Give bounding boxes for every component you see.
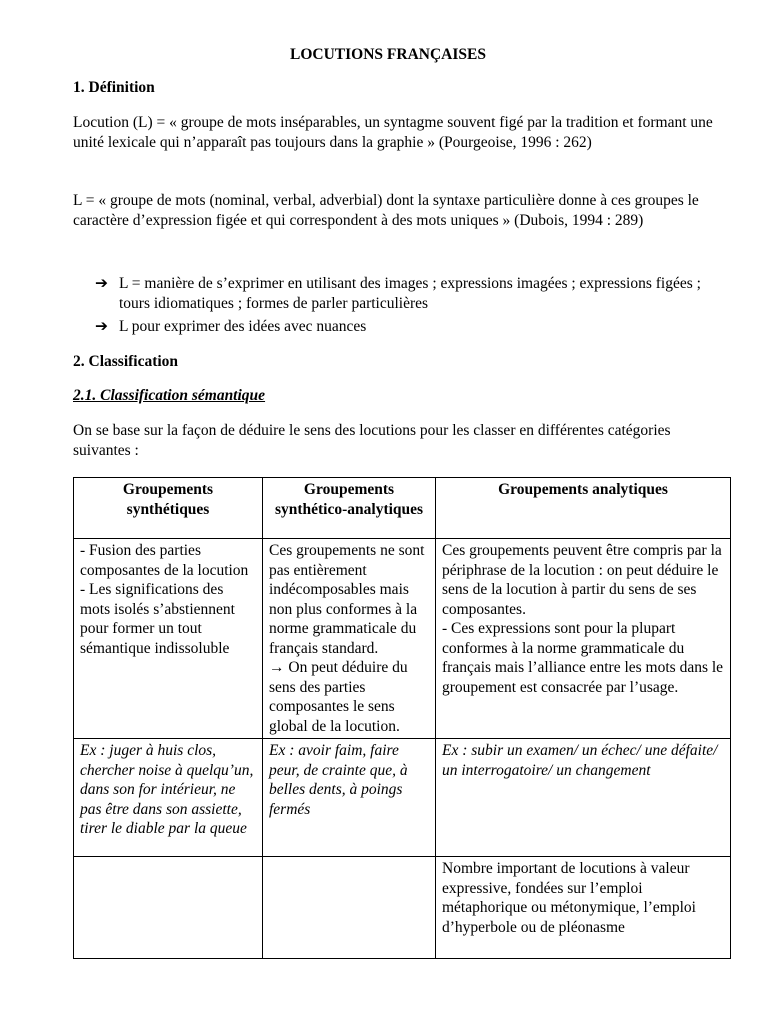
desc-analytiques-line-2: - Ces expressions sont pour la plupart conformes à la norme grammaticale du français mais l’alliance entre les mots dans le groupement est consacrée par l’usage. xyxy=(442,620,724,696)
arrow-item-2 xyxy=(95,317,715,337)
desc-analytiques xyxy=(436,539,731,739)
section-2-heading: 2. Classification xyxy=(73,353,179,370)
document-title: LOCUTIONS FRANÇAISES xyxy=(290,46,486,63)
desc-synthetiques xyxy=(74,539,263,739)
arrow-right-icon: ➔ xyxy=(95,318,108,335)
desc-synthetiques-line-1: - Fusion des parties composantes de la locution xyxy=(80,542,249,579)
arrow-item-1-text: L = manière de s’exprimer en utilisant des images ; expressions imagées ; expressions figées ; tours idiomatiques ; formes de parler particulières xyxy=(119,275,701,312)
table-row xyxy=(74,739,731,857)
table-row xyxy=(74,857,731,959)
header-synthetiques: Groupements synthétiques xyxy=(74,478,263,539)
example-analytiques: Ex : subir un examen/ un échec/ une défaite/ un interrogatoire/ un changement xyxy=(436,739,731,857)
desc-synthetico-main: Ces groupements ne sont pas entièrement indécomposables mais non plus conformes à la norme grammaticale du français standard. xyxy=(269,542,425,657)
note-synthetico-empty xyxy=(263,857,436,959)
desc-synthetico-consequence xyxy=(269,658,429,736)
section-2-1-heading: 2.1. Classification sémantique xyxy=(73,387,266,404)
header-synthetico-analytiques: Groupements synthético-analytiques xyxy=(263,478,436,539)
arrow-item-1 xyxy=(95,274,715,313)
note-analytiques: Nombre important de locutions à valeur expressive, fondées sur l’emploi métaphorique ou métonymique, l’emploi d’hyperbole ou de pléonasme xyxy=(436,857,731,959)
desc-synthetiques-line-2: - Les significations des mots isolés s’abstiennent pour former un tout sémantique indissoluble xyxy=(80,581,235,657)
desc-analytiques-line-1: Ces groupements peuvent être compris par la périphrase de la locution : on peut déduire le sens de la locution à partir du sens de ses composantes. xyxy=(442,542,722,618)
definition-1: Locution (L) = « groupe de mots inséparables, un syntagme souvent figé par la tradition et formant une unité lexicale qui n’apparaît pas toujours dans la graphie » (Pourgeoise, 1996 : 262) xyxy=(73,114,713,151)
note-synthetiques-empty xyxy=(74,857,263,959)
classification-table xyxy=(73,477,731,959)
table-row xyxy=(74,539,731,739)
section-2-intro: On se base sur la façon de déduire le sens des locutions pour les classer en différentes catégories suivantes : xyxy=(73,422,671,459)
example-synthetiques: Ex : juger à huis clos, chercher noise à quelqu’un, dans son for intérieur, ne pas être dans son assiette, tirer le diable par la queue xyxy=(74,739,263,857)
arrow-right-icon: ➔ xyxy=(95,275,108,292)
arrow-right-icon: → xyxy=(269,659,285,676)
example-synthetico-analytiques: Ex : avoir faim, faire peur, de crainte que, à belles dents, à poings fermés xyxy=(263,739,436,857)
arrow-item-2-text: L pour exprimer des idées avec nuances xyxy=(119,318,367,335)
header-analytiques: Groupements analytiques xyxy=(436,478,731,539)
table-header-row xyxy=(74,478,731,539)
definition-2: L = « groupe de mots (nominal, verbal, adverbial) dont la syntaxe particulière donne à ces groupes le caractère d’expression figée et qui correspondent à des mots uniques » (Dubois, 1994 : 289) xyxy=(73,192,699,229)
desc-synthetico-tail: On peut déduire du sens des parties composantes le sens global de la locution. xyxy=(269,659,408,735)
desc-synthetico-analytiques xyxy=(263,539,436,739)
section-1-heading: 1. Définition xyxy=(73,79,155,96)
